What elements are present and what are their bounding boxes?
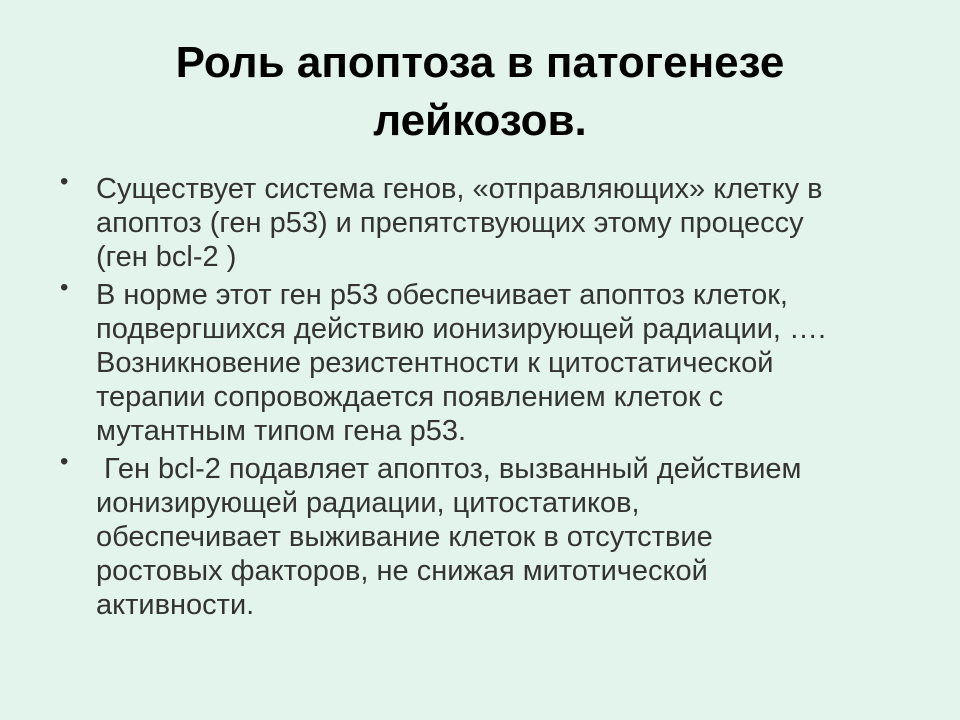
bullet-line: подвергшихся действию ионизирующей радиации, ….	[96, 313, 827, 345]
bullet-line: Возникновение резистентности к цитостатической	[96, 347, 774, 379]
bullet-marker: •	[60, 448, 69, 475]
slide-title	[60, 34, 900, 150]
bullet-line: мутантным типом гена р53.	[96, 415, 467, 447]
bullet-list	[56, 168, 916, 626]
bullet-line: терапии сопровождается появлением клеток с	[96, 381, 724, 413]
bullet-line: ростовых факторов, не снижая митотической	[96, 555, 708, 587]
bullet-text	[96, 278, 916, 448]
bullet-line: Ген bcl-2 подавляет апоптоз, вызванный действием	[96, 453, 802, 485]
bullet-item-bcl2	[56, 448, 916, 622]
title-line-1: Роль апоптоза в патогенезе	[175, 38, 785, 87]
bullet-line: ионизирующей радиации, цитостатиков,	[96, 487, 640, 519]
bullet-line: апоптоз (ген р53) и препятствующих этому процессу	[96, 207, 804, 239]
bullet-text	[96, 172, 916, 274]
bullet-marker: •	[60, 168, 69, 195]
bullet-marker: •	[60, 274, 69, 301]
bullet-line: В норме этот ген р53 обеспечивает апоптоз клеток,	[96, 279, 788, 311]
bullet-line: обеспечивает выживание клеток в отсутствие	[96, 521, 713, 553]
bullet-line: активности.	[96, 589, 255, 621]
bullet-text	[96, 452, 916, 622]
title-line-2: лейкозов.	[373, 96, 587, 145]
bullet-item-p53	[56, 274, 916, 448]
bullet-line: Существует система генов, «отправляющих» клетку в	[96, 173, 823, 205]
bullet-line: (ген bcl-2 )	[96, 241, 237, 273]
bullet-item-gene-system	[56, 168, 916, 274]
